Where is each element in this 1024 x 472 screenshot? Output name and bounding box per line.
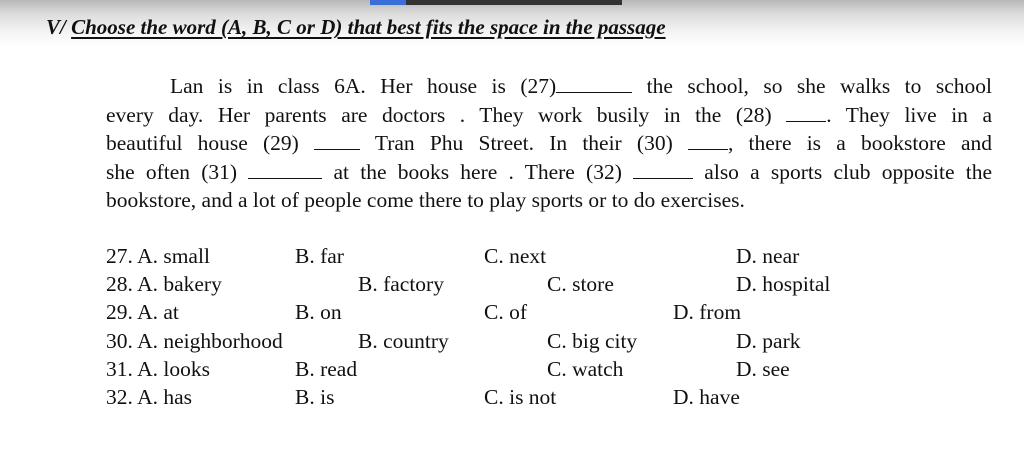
option-c: C. watch <box>547 356 624 381</box>
passage-line-4 <box>106 158 992 187</box>
option-c: C. is not <box>484 384 557 409</box>
option-b: B. is <box>295 384 335 409</box>
option-d: D. park <box>736 328 801 353</box>
blank-30 <box>688 131 728 150</box>
passage-text: beautiful house (29) <box>106 131 299 155</box>
option-c: C. next <box>484 244 547 268</box>
option-a: 27. A. small <box>106 244 210 268</box>
passage-text: Lan is in class 6A. Her house is (27) <box>170 74 557 98</box>
option-a: 32. A. has <box>106 384 192 409</box>
exercise-title <box>46 15 666 40</box>
passage-text: , there is a bookstore and <box>727 131 992 155</box>
passage-text: also a sports club opposite the <box>704 159 993 184</box>
option-a: 31. A. looks <box>106 356 210 381</box>
blank-29 <box>314 131 360 150</box>
option-c: C. of <box>484 300 527 325</box>
option-d: D. have <box>673 384 740 409</box>
passage-line-3 <box>106 129 992 158</box>
passage-text: every day. Her parents are doctors . They work busily in the (28) <box>106 102 772 127</box>
option-a: 28. A. bakery <box>106 272 222 297</box>
passage-text: the school, so she walks to school <box>646 74 992 98</box>
window-tab-strip <box>370 0 622 5</box>
option-b: B. on <box>295 300 342 325</box>
passage-line-2 <box>106 101 992 130</box>
passage-text: Tran Phu Street. In their (30) <box>374 131 673 155</box>
blank-27 <box>556 74 632 93</box>
passage-text: . They live in a <box>826 102 993 127</box>
option-d: D. from <box>673 300 742 325</box>
option-a: 30. A. neighborhood <box>106 328 283 353</box>
exercise-instruction: Choose the word (A, B, C or D) that best fits the space in the passage <box>71 15 666 39</box>
passage-text: at the books here . There (32) <box>333 159 622 184</box>
blank-31 <box>248 160 322 179</box>
blank-32 <box>633 160 693 179</box>
option-b: B. far <box>295 244 344 268</box>
exercise-number: V/ <box>46 15 66 39</box>
active-tab-indicator <box>370 0 406 5</box>
passage <box>106 72 992 215</box>
option-c: C. big city <box>547 328 638 353</box>
option-d: D. near <box>736 244 800 268</box>
passage-text: she often (31) <box>106 159 238 184</box>
blank-28 <box>786 103 826 122</box>
option-d: D. hospital <box>736 272 831 297</box>
passage-line-5: bookstore, and a lot of people come there to play sports or to do exercises. <box>106 188 745 212</box>
option-b: B. factory <box>358 272 444 297</box>
option-c: C. store <box>547 272 614 297</box>
passage-line-1 <box>106 72 992 101</box>
option-b: B. read <box>295 356 358 381</box>
option-b: B. country <box>358 328 449 353</box>
option-a: 29. A. at <box>106 300 179 325</box>
option-d: D. see <box>736 356 790 381</box>
